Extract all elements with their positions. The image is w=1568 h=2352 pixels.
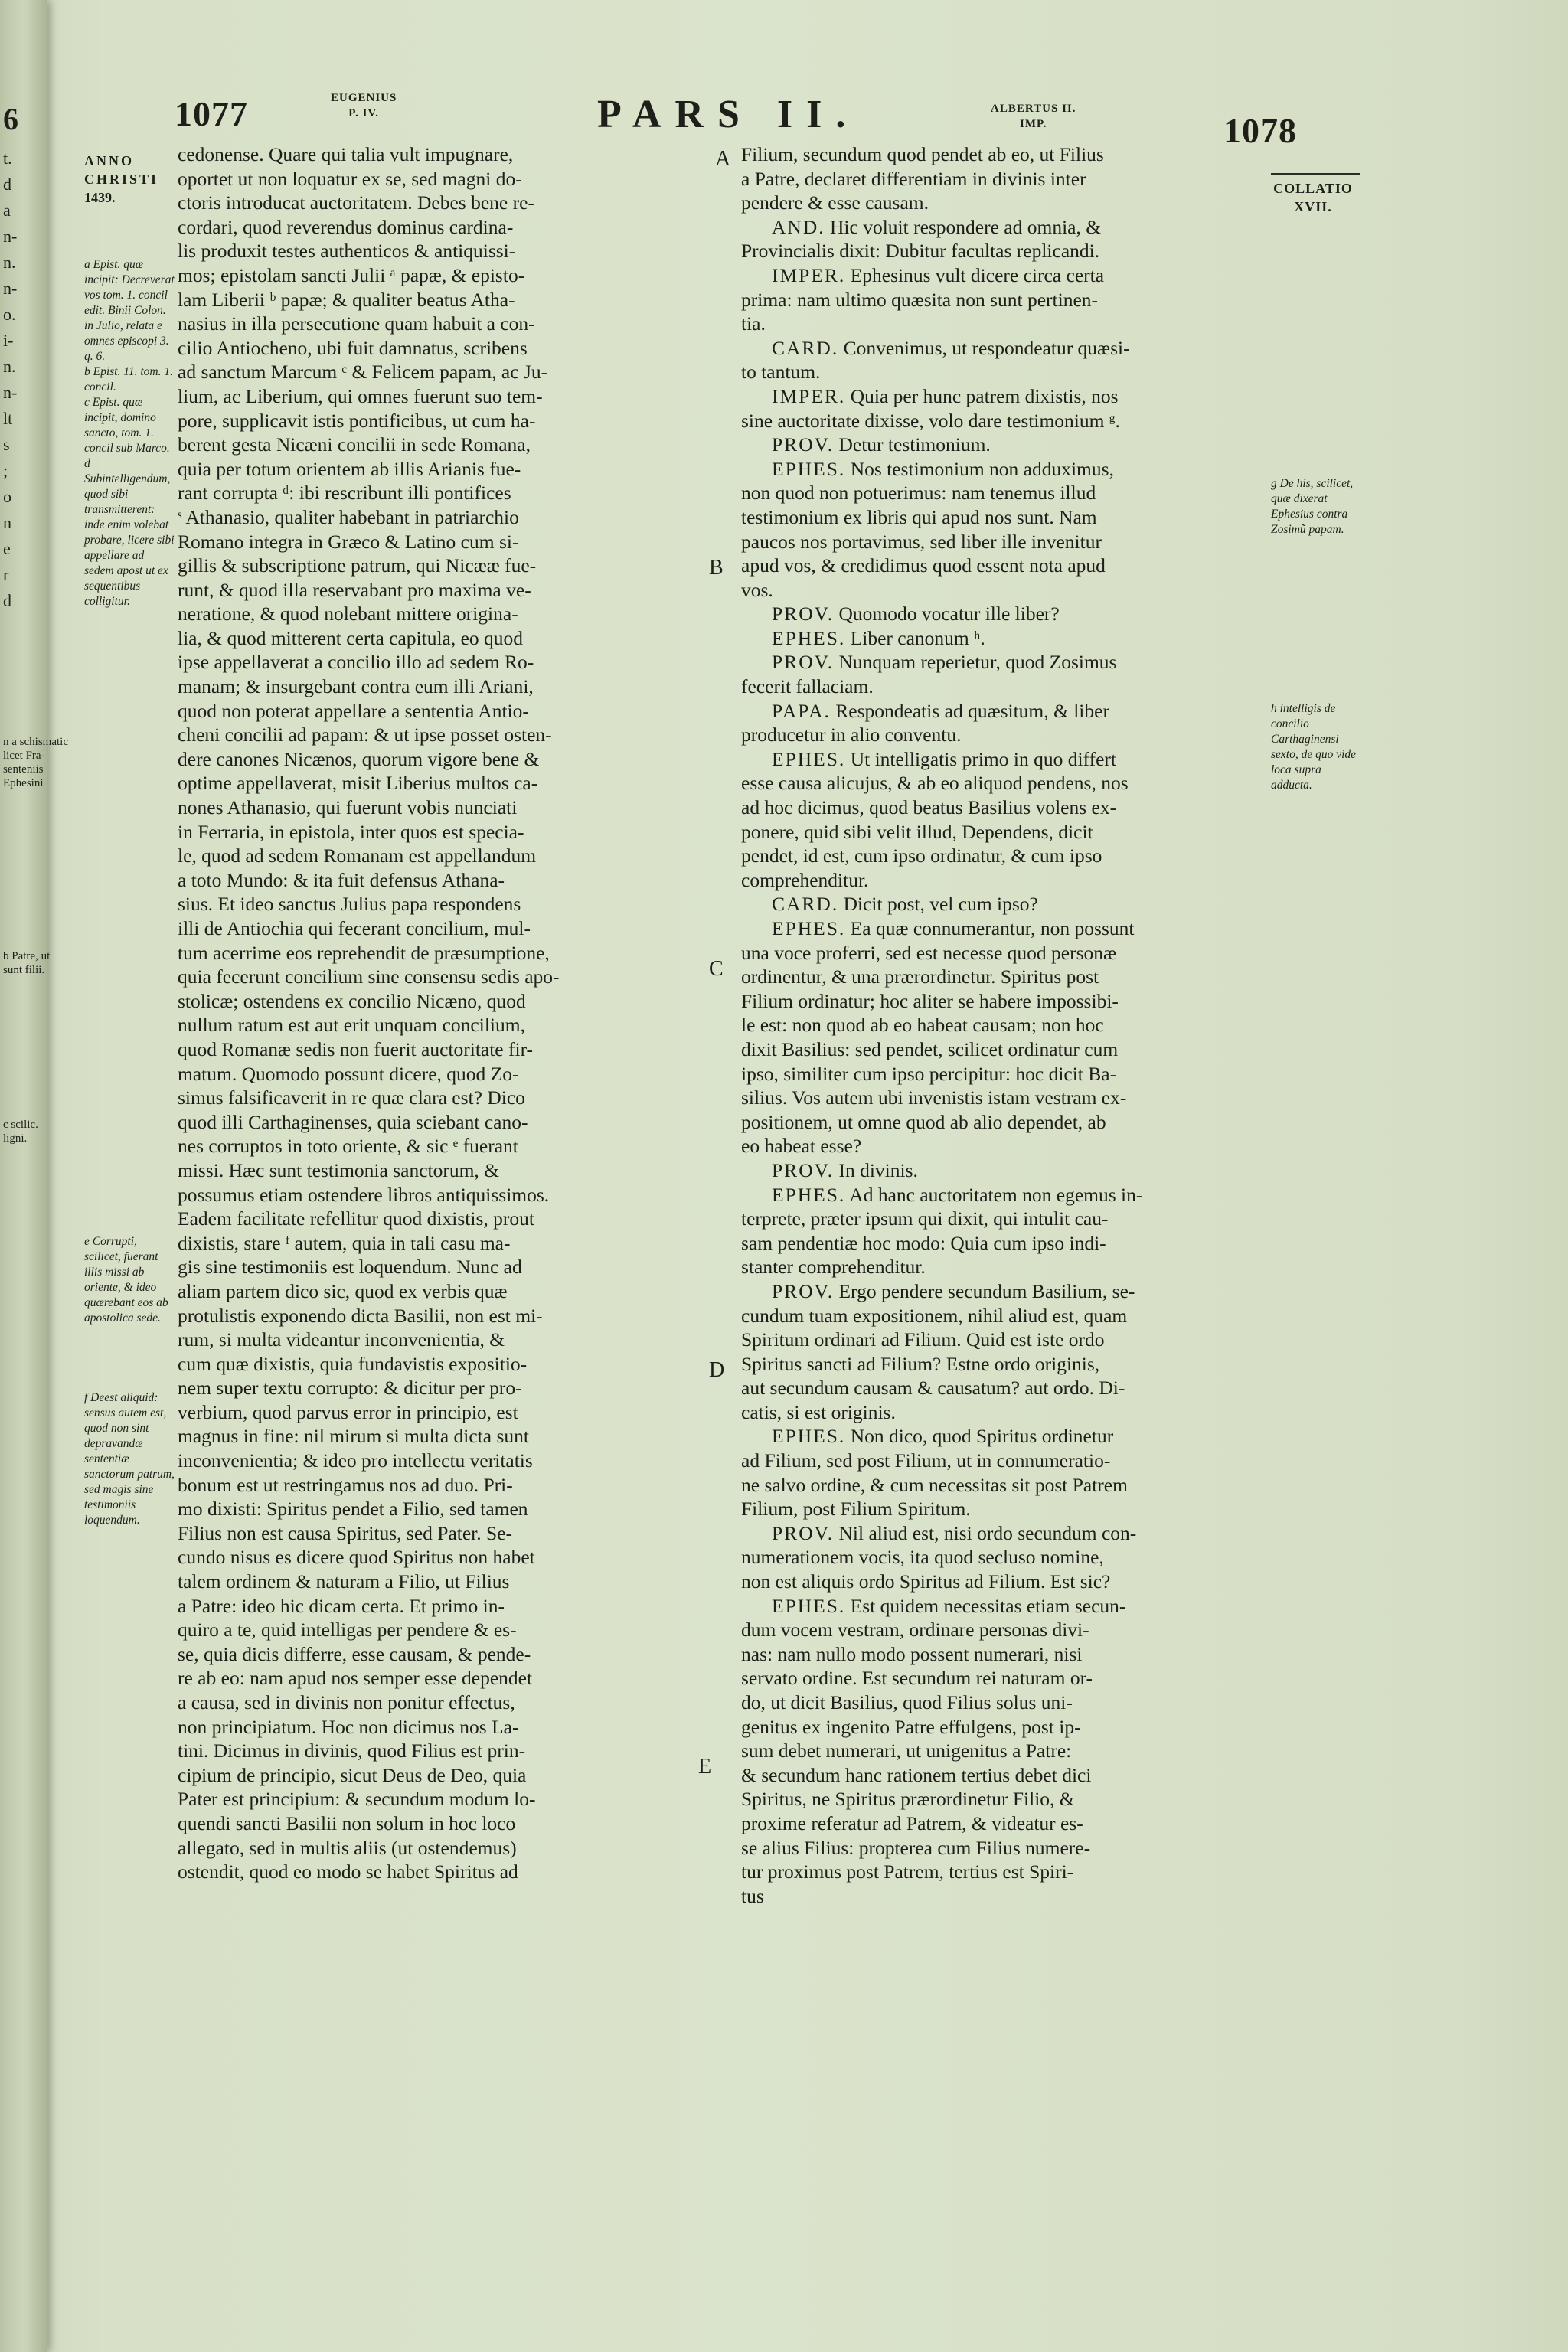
text-line: apud vos, & credidimus quod essent nota apud <box>741 554 1106 577</box>
text-line: sius. Et ideo sanctus Julius papa respondens <box>178 893 521 916</box>
text-line: lia, & quod mitterent certa capitula, eo quod <box>178 626 524 649</box>
text-line: silius. Vos autem ubi invenistis istam vestram ex- <box>741 1086 1127 1109</box>
text-line: tum acerrime eos reprehendit de præsumptione, <box>178 941 550 964</box>
text-line: a causa, sed in divinis non ponitur effectus, <box>178 1691 515 1713</box>
text-line: Spiritus sancti ad Filium? Estne ordo originis, <box>741 1352 1100 1375</box>
text-line: quendi sancti Basilii non solum in hoc loco <box>178 1811 516 1834</box>
text-line: matum. Quomodo possunt dicere, quod Zo- <box>178 1062 519 1085</box>
speaker-label: IMPER. <box>772 263 846 286</box>
page-title: PARS II. <box>597 93 860 136</box>
speaker-label: EPHES. <box>772 917 846 939</box>
text-line: dixit Basilius: sed pendet, scilicet ordinatur cum <box>741 1037 1119 1060</box>
margin-note-c: c Epist. quæ incipit, domino sancto, tom. 1. concil sub Marco. <box>84 396 170 455</box>
text-line: cilio Antiocheno, ubi fuit damnatus, scribens <box>178 336 528 359</box>
text-line: optime appellaverat, misit Liberius multos ca- <box>178 772 538 795</box>
text-line: ne salvo ordine, & cum necessitas sit post Patrem <box>741 1473 1128 1496</box>
text-line: EPHES. Ea quæ connumerantur, non possunt <box>772 917 1135 939</box>
text-line: PROV. Nil aliud est, nisi ordo secundum con- <box>772 1521 1137 1544</box>
text-line: in Ferraria, in epistola, inter quos est specia- <box>178 820 524 843</box>
text-line: Romano integra in Græco & Latino cum si- <box>178 530 519 553</box>
text-line: sam pendentiæ hoc modo: Quia cum ipso indi- <box>741 1231 1106 1254</box>
text-line: IMPER. Quia per hunc patrem dixistis, nos <box>772 384 1119 407</box>
facing-page-note-b: b Patre, ut sunt filii. <box>3 950 51 976</box>
text-line: cundo nisus es dicere quod Spiritus non habet <box>178 1546 535 1569</box>
text-line: producetur in alio conventu. <box>741 724 962 746</box>
collatio-rule <box>1271 173 1360 175</box>
text-line: EPHES. Liber canonum ʰ. <box>772 626 985 649</box>
speaker-label: PROV. <box>772 1158 835 1181</box>
text-line: cheni concilii ad papam: & ut ipse posset osten- <box>178 724 552 746</box>
collatio-marker <box>1271 179 1355 216</box>
speaker-label: EPHES. <box>772 626 846 649</box>
text-line: CARD. Dicit post, vel cum ipso? <box>772 893 1038 916</box>
text-line: aliam partem dico sic, quod ex verbis quæ <box>178 1279 508 1302</box>
page-number-right: 1078 <box>1223 111 1297 150</box>
text-line: stanter comprehenditur. <box>741 1256 926 1279</box>
text-line: pore, supplicavit istis pontificibus, ut cum ha- <box>178 409 536 432</box>
text-line: quod illi Carthaginenses, quia sciebant cano- <box>178 1110 528 1133</box>
section-mark-a: A <box>715 147 731 171</box>
margin-notes-a-d <box>84 257 176 609</box>
text-line: nasius in illa persecutione quam habuit a con- <box>178 312 535 335</box>
text-line: testimonium ex libris qui apud nos sunt. Nam <box>741 505 1097 528</box>
text-column-left <box>178 142 707 1884</box>
text-line: dum vocem vestram, ordinare personas divi- <box>741 1619 1089 1642</box>
speaker-label: EPHES. <box>772 1425 846 1448</box>
text-line: berent gesta Nicæni concilii in sede Romana, <box>178 433 531 456</box>
text-line: EPHES. Ut intelligatis primo in quo differt <box>772 747 1116 770</box>
running-head-emperor <box>991 101 1076 132</box>
text-line: Spiritus, ne Spiritus prærordinetur Filio, & <box>741 1788 1075 1811</box>
text-line: pendet, id est, cum ipso ordinatur, & cum ipso <box>741 844 1102 867</box>
text-line: illi de Antiochia qui fecerant concilium, mul- <box>178 917 531 939</box>
text-line: PROV. Detur testimonium. <box>772 433 991 456</box>
text-line: dere canones Nicænos, quorum vigore bene & <box>178 747 540 770</box>
text-line: nem super textu corrupto: & dicitur per pro- <box>178 1377 522 1400</box>
text-line: cedonense. Quare qui talia vult impugnare, <box>178 143 514 165</box>
text-line: gillis & subscriptione patrum, qui Nicææ fue- <box>178 554 537 577</box>
text-line: a Patre: ideo hic dicam certa. Et primo in- <box>178 1594 505 1617</box>
text-line: CARD. Convenimus, ut respondeatur quæsi- <box>772 336 1130 359</box>
text-line: ˢ Athanasio, qualiter habebant in patriarchio <box>178 505 519 528</box>
text-line: cipium de principio, sicut Deus de Deo, quia <box>178 1763 527 1786</box>
margin-note-f: f Deest aliquid: sensus autem est, quod non sint depravandæ sententiæ sanctorum patrum, sed magis sine testimoniis loquendum. <box>84 1391 175 1527</box>
text-line: bonum est ut restringamus nos ad duo. Pri- <box>178 1473 513 1496</box>
text-line: nones Athanasio, qui fuerunt vobis nunciati <box>178 796 518 819</box>
text-line: quod Romanæ sedis non fuerit auctoritate fir- <box>178 1037 534 1060</box>
text-line: runt, & quod illa reservabant pro maxima ve- <box>178 578 531 601</box>
text-line: aut secundum causam & causatum? aut ordo. Di- <box>741 1377 1125 1400</box>
text-line: Filium, secundum quod pendet ab eo, ut Filius <box>741 143 1104 165</box>
speaker-label: PROV. <box>772 1279 835 1302</box>
speaker-label: EPHES. <box>772 1594 846 1617</box>
text-line: ctoris introducat auctoritatem. Debes bene re- <box>178 191 534 214</box>
running-head-emperor-name: ALBERTUS II. <box>991 103 1076 115</box>
text-line: numerationem vocis, ita quod secluso nomine, <box>741 1546 1104 1569</box>
text-line: terprete, præter ipsum qui dixit, qui intulit cau- <box>741 1207 1109 1230</box>
text-line: manam; & insurgebant contra eum illi Ariani, <box>178 675 534 698</box>
text-line: nullum ratum est aut erit unquam concilium, <box>178 1014 525 1037</box>
text-line: Provincialis dixit: Dubitur facultas replicandi. <box>741 240 1100 263</box>
text-line: PROV. Ergo pendere secundum Basilium, se- <box>772 1279 1135 1302</box>
running-head-pope-number: P. IV. <box>348 107 380 119</box>
section-mark-e: E <box>698 1755 712 1779</box>
text-line: cum quæ dixistis, quia fundavistis expositio- <box>178 1352 528 1375</box>
text-line: sine auctoritate dixisse, volo dare testimonium ᵍ. <box>741 409 1120 432</box>
year-marker <box>84 152 176 207</box>
text-line: re ab eo: nam apud nos semper esse dependet <box>178 1667 533 1690</box>
text-line: Filium, post Filium Spiritum. <box>741 1498 971 1521</box>
text-line: gis sine testimoniis est loquendum. Nunc ad <box>178 1256 522 1279</box>
running-head-pope <box>331 90 397 121</box>
text-line: tus <box>741 1884 764 1907</box>
text-line: EPHES. Non dico, quod Spiritus ordinetur <box>772 1425 1114 1448</box>
speaker-label: PAPA. <box>772 699 831 722</box>
text-line: ipso, similiter cum ipso percipitur: hoc dicit Ba- <box>741 1062 1117 1085</box>
text-line: dixistis, stare ᶠ autem, quia in tali casu ma- <box>178 1231 511 1254</box>
facing-page-number: 6 <box>3 102 18 136</box>
running-head-pope-name: EUGENIUS <box>331 92 397 104</box>
text-line: possumus etiam ostendere libros antiquissimos. <box>178 1183 550 1206</box>
text-line: quiro a te, quid intelligas per pendere & es- <box>178 1619 517 1642</box>
text-line: PAPA. Respondeatis ad quæsitum, & liber <box>772 699 1109 722</box>
anno-label: ANNO <box>84 153 134 168</box>
speaker-label: EPHES. <box>772 747 846 770</box>
text-line: IMPER. Ephesinus vult dicere circa certa <box>772 263 1105 286</box>
text-line: vos. <box>741 578 773 601</box>
text-line: & secundum hanc rationem tertius debet dici <box>741 1763 1092 1786</box>
speaker-label: AND. <box>772 215 825 238</box>
text-line: eo habeat esse? <box>741 1135 862 1158</box>
text-line: lium, ac Liberium, qui omnes fuerunt suo tem- <box>178 384 543 407</box>
text-line: ponere, quid sibi velit illud, Dependens, dicit <box>741 820 1093 843</box>
text-line: allegato, sed in multis aliis (ut ostendemus) <box>178 1836 517 1859</box>
text-line: EPHES. Ad hanc auctoritatem non egemus in- <box>772 1183 1143 1206</box>
text-line: rum, si multa videantur inconvenientia, & <box>178 1328 505 1351</box>
text-line: Filius non est causa Spiritus, sed Pater. Se- <box>178 1521 513 1544</box>
text-line: non principiatum. Hoc non dicimus nos La- <box>178 1715 519 1738</box>
text-line: se alius Filius: propterea cum Filius numere- <box>741 1836 1091 1859</box>
text-line: mo dixisti: Spiritus pendet a Filio, sed tamen <box>178 1498 528 1521</box>
speaker-label: IMPER. <box>772 384 846 407</box>
text-line: se, quia dicis differre, esse causam, & pende- <box>178 1642 531 1665</box>
text-line: comprehenditur. <box>741 868 869 891</box>
text-line: pendere & esse causam. <box>741 191 929 214</box>
page-number-left: 1077 <box>175 94 248 133</box>
text-line: PROV. In divinis. <box>772 1158 918 1181</box>
text-line: ad Filium, sed post Filium, ut in connumeratio- <box>741 1449 1111 1472</box>
margin-note-d: d Subintelligendum, quod sibi transmitterent: inde enim volebat probare, licere sibi appellare ad sedem apost ut ex sequentibus colligitur. <box>84 457 175 608</box>
text-line: quod non poterat appellare a sententia Antio- <box>178 699 529 722</box>
text-line: magnus in fine: nil mirum si multa dicta sunt <box>178 1425 529 1448</box>
text-line: tur proximus post Patrem, tertius est Spiri- <box>741 1860 1074 1883</box>
text-line: do, ut dicit Basilius, quod Filius solus uni- <box>741 1691 1073 1713</box>
text-line: ad hoc dicimus, quod beatus Basilius volens ex- <box>741 796 1117 819</box>
collatio-label: COLLATIO <box>1273 181 1353 196</box>
section-mark-d: D <box>709 1358 725 1382</box>
text-line: simus falsificaverit in re quæ clara est? Dico <box>178 1086 525 1109</box>
text-line: ad sanctum Marcum ᶜ & Felicem papam, ac Ju- <box>178 361 548 384</box>
text-line: quia per totum orientem ab illis Arianis fue- <box>178 457 521 480</box>
text-line: lis produxit testes authenticos & antiquissi- <box>178 240 516 263</box>
text-line: ordinentur, & una prærordinetur. Spiritus post <box>741 965 1099 988</box>
text-line: oportet ut non loquatur ex se, sed magni do- <box>178 167 522 190</box>
text-line: cordari, quod reverendus dominus cardina- <box>178 215 514 238</box>
year-label: 1439. <box>84 190 116 205</box>
text-line: rant corrupta ᵈ: ibi rescribunt illi pontifices <box>178 482 511 505</box>
text-line: proxime referatur ad Patrem, & videatur es- <box>741 1811 1083 1834</box>
text-line: ipse appellaverat a concilio illo ad sedem Ro- <box>178 651 534 674</box>
text-column-right <box>741 142 1269 1908</box>
text-line: talem ordinem & naturam a Filio, ut Filius <box>178 1570 510 1593</box>
text-line: cundum tuam expositionem, nihil aliud est, quam <box>741 1304 1128 1327</box>
facing-page-note-a: n a schismatic licet Fra- senteniis Ephesini <box>3 736 68 789</box>
speaker-label: EPHES. <box>772 1183 846 1206</box>
text-line: AND. Hic voluit respondere ad omnia, & <box>772 215 1102 238</box>
text-line: Eadem facilitate refellitur quod dixistis, prout <box>178 1207 534 1230</box>
text-line: Spiritum ordinari ad Filium. Quid est iste ordo <box>741 1328 1105 1351</box>
section-mark-c: C <box>709 957 724 981</box>
text-line: catis, si est originis. <box>741 1400 896 1423</box>
collatio-number: XVII. <box>1294 199 1332 214</box>
text-line: EPHES. Nos testimonium non adduximus, <box>772 457 1114 480</box>
text-line: paucos nos portavimus, sed liber ille invenitur <box>741 530 1102 553</box>
text-line: EPHES. Est quidem necessitas etiam secun- <box>772 1594 1126 1617</box>
text-line: inconvenientia; & ideo pro intellectu veritatis <box>178 1449 533 1472</box>
facing-page-note-c: c scilic. ligni. <box>3 1119 38 1145</box>
text-line: fecerit fallaciam. <box>741 675 874 698</box>
text-line: le, quod ad sedem Romanam est appellandum <box>178 844 537 867</box>
text-line: le est: non quod ab eo habeat causam; non hoc <box>741 1014 1104 1037</box>
margin-note-h: h intelligis de concilio Carthaginensi sexto, de quo vide loca supra adducta. <box>1271 702 1357 792</box>
christi-label: CHRISTI <box>84 172 159 187</box>
speaker-label: EPHES. <box>772 457 846 480</box>
margin-note-e: e Corrupti, scilicet, fuerant illis missi ab oriente, & ideo quærebant eos ab apostolica sede. <box>84 1235 168 1325</box>
text-line: verbium, quod parvus error in principio, est <box>178 1400 518 1423</box>
text-line: tini. Dicimus in divinis, quod Filius est prin- <box>178 1740 526 1762</box>
text-line: lam Liberii ᵇ papæ; & qualiter beatus Atha- <box>178 288 515 311</box>
speaker-label: PROV. <box>772 433 835 456</box>
text-line: Filium ordinatur; hoc aliter se habere impossibi- <box>741 989 1119 1012</box>
speaker-label: CARD. <box>772 336 839 359</box>
speaker-label: PROV. <box>772 1521 835 1544</box>
text-line: nas: nam nullo modo possent numerari, nisi <box>741 1642 1083 1665</box>
text-line: esse causa alicujus, & ab eo aliquod pendens, nos <box>741 772 1129 795</box>
text-line: una voce proferri, sed est necesse quod personæ <box>741 941 1117 964</box>
text-line: sum debet numerari, ut unigenitus a Patre: <box>741 1740 1072 1762</box>
text-line: genitus ex ingenito Patre effulgens, post ip- <box>741 1715 1081 1738</box>
text-line: protulistis exponendo dicta Basilii, non est mi- <box>178 1304 543 1327</box>
running-head-emperor-title: IMP. <box>1019 118 1047 130</box>
margin-note-g: g De his, scilicet, quæ dixerat Ephesius contra Zosimũ papam. <box>1271 477 1354 536</box>
section-mark-b: B <box>709 556 724 580</box>
speaker-label: PROV. <box>772 651 835 674</box>
text-line: quia fecerunt concilium sine consensu sedis apo- <box>178 965 560 988</box>
text-line: tia. <box>741 312 766 335</box>
margin-note-b: b Epist. 11. tom. 1. concil. <box>84 365 173 394</box>
margin-note-a: a Epist. quæ incipit: Decreverat vos tom. 1. concil edit. Binii Colon. in Julio, relata e omnes episcopi 3. q. 6. <box>84 258 175 363</box>
text-line: to tantum. <box>741 361 821 384</box>
text-line: prima: nam ultimo quæsita non sunt pertinen- <box>741 288 1099 311</box>
text-line: positionem, ut omne quod ab alio dependet, ab <box>741 1110 1106 1133</box>
text-line: servato ordine. Est secundum rei naturam or- <box>741 1667 1093 1690</box>
text-line: nes corruptos in toto oriente, & sic ᵉ fuerant <box>178 1135 518 1158</box>
facing-page-edge <box>0 0 68 2352</box>
text-line: PROV. Quomodo vocatur ille liber? <box>772 603 1060 626</box>
text-line: non est aliquis ordo Spiritus ad Filium. Est sic? <box>741 1570 1111 1593</box>
speaker-label: CARD. <box>772 893 839 916</box>
speaker-label: PROV. <box>772 603 835 626</box>
text-line: a Patre, declaret differentiam in divinis inter <box>741 167 1086 190</box>
text-line: a toto Mundo: & ita fuit defensus Athana- <box>178 868 505 891</box>
text-line: ostendit, quod eo modo se habet Spiritus ad <box>178 1860 518 1883</box>
text-line: neratione, & quod nolebant mittere origina- <box>178 603 518 626</box>
text-line: stolicæ; ostendens ex concilio Nicæno, quod <box>178 989 526 1012</box>
text-line: Pater est principium: & secundum modum lo- <box>178 1788 536 1811</box>
text-line: non quod non potuerimus: nam tenemus illud <box>741 482 1096 505</box>
text-line: PROV. Nunquam reperietur, quod Zosimus <box>772 651 1117 674</box>
text-line: missi. Hæc sunt testimonia sanctorum, & <box>178 1158 500 1181</box>
facing-page-letters: t. d a n- n. n- o. i- n. n- lt s ; o n e r d <box>3 149 18 610</box>
text-line: mos; epistolam sancti Julii ᵃ papæ, & episto- <box>178 263 525 286</box>
